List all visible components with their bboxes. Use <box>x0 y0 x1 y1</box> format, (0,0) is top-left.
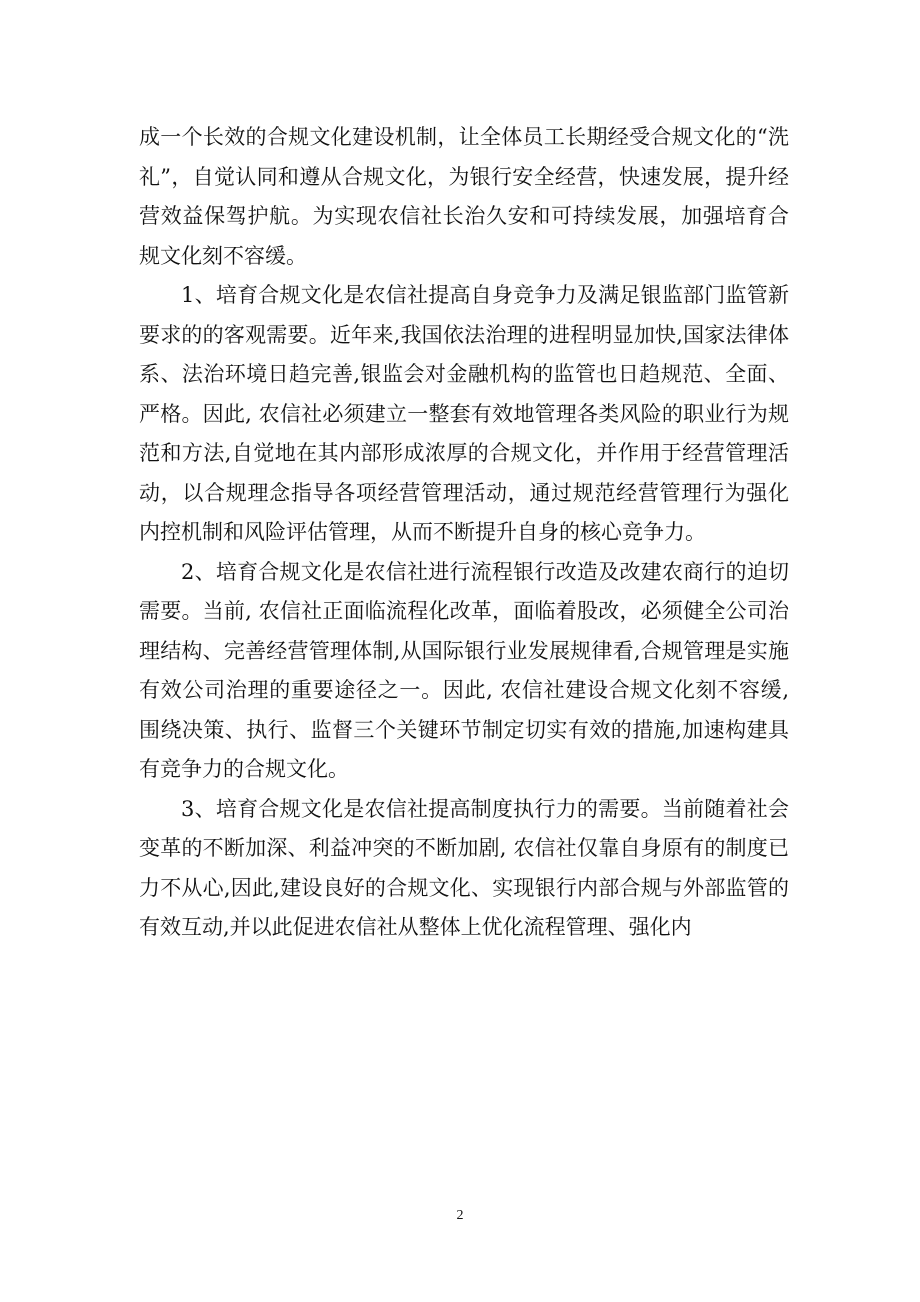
paragraph-continuation: 成一个长效的合规文化建设机制，让全体员工长期经受合规文化的“洗礼”，自觉认同和遵从合规文化，为银行安全经营，快速发展，提升经营效益保驾护航。为实现农信社长治久安和可持续发展，加强培育合规文化刻不容缓。 <box>139 125 789 268</box>
page-number: 2 <box>456 1208 464 1223</box>
paragraph-point-2: 2、培育合规文化是农信社进行流程银行改造及改建农商行的迫切需要。当前, 农信社正面临流程化改革，面临着股改，必须健全公司治理结构、完善经营管理体制,从国际银行业发展规律看,合规管理是实施有效公司治理的重要途径之一。因此, 农信社建设合规文化刻不容缓,围绕决策、执行、监督三个关键环节制定切实有效的措施,加速构建具有竞争力的合规文化。 <box>139 559 789 781</box>
paragraph-point-1: 1、培育合规文化是农信社提高自身竞争力及满足银监部门监管新要求的的客观需要。近年来,我国依法治理的进程明显加快,国家法律体系、法治环境日趋完善,银监会对金融机构的监管也日趋规范、全面、严格。因此, 农信社必须建立一整套有效地管理各类风险的职业行为规范和方法,自觉地在其内部形成浓厚的合规文化，并作用于经营管理活动，以合规理念指导各项经营管理活动，通过规范经营管理行为强化内控机制和风险评估管理，从而不断提升自身的核心竞争力。 <box>139 283 789 544</box>
paragraph-point-3: 3、培育合规文化是农信社提高制度执行力的需要。当前随着社会变革的不断加深、利益冲突的不断加剧, 农信社仅靠自身原有的制度已力不从心,因此,建设良好的合规文化、实现银行内部合规与外部监管的有效互动,并以此促进农信社从整体上优化流程管理、强化内 <box>139 796 789 939</box>
body-text <box>139 118 789 948</box>
